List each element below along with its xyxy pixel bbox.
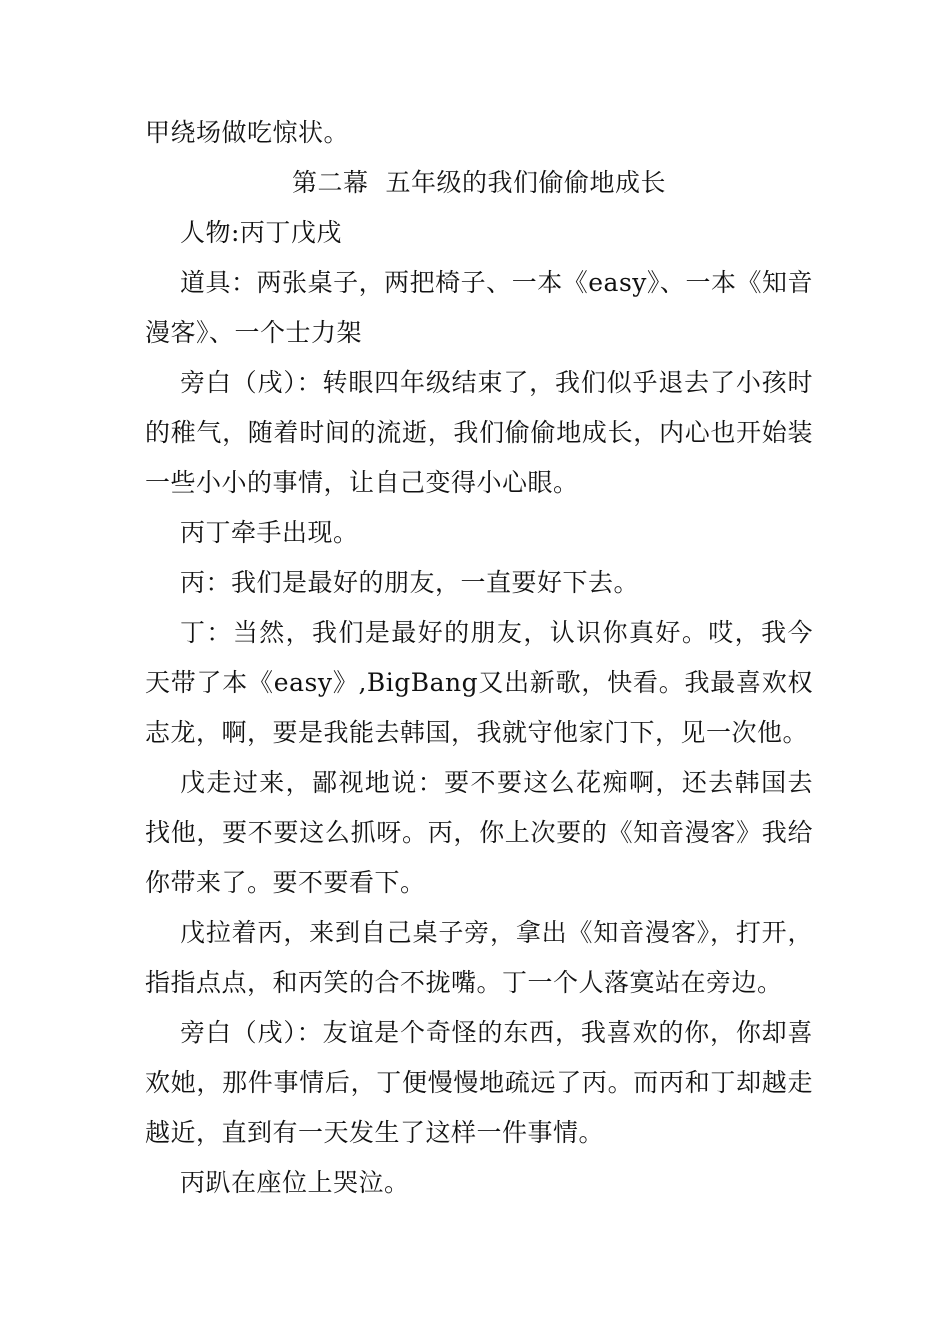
paragraph-dialogue: 丙：我们是最好的朋友，一直要好下去。	[180, 568, 640, 597]
paragraph-dialogue: 丁：当然，我们是最好的朋友，认识你真好。哎，我今天带了本《easy》,BigBang又出新歌，快看。我最喜欢权志龙，啊，要是我能去韩国，我就守他家门下，见一次他。	[145, 618, 813, 747]
document-body	[145, 108, 813, 1208]
paragraph-narration: 旁白（戌）：转眼四年级结束了，我们似乎退去了小孩时的稚气，随着时间的流逝，我们偷偷地成长，内心也开始装一些小小的事情，让自己变得小心眼。	[145, 368, 813, 497]
paragraph-stage-direction: 丙丁牵手出现。	[180, 518, 359, 547]
paragraph-stage-direction: 戊拉着丙，来到自己桌子旁，拿出《知音漫客》，打开，指指点点，和丙笑的合不拢嘴。丁一个人落寞站在旁边。	[145, 918, 813, 997]
paragraph-characters: 人物:丙丁戊戌	[180, 218, 342, 247]
paragraph-narration: 旁白（戌）：友谊是个奇怪的东西，我喜欢的你，你却喜欢她，那件事情后，丁便慢慢地疏远了丙。而丙和丁却越走越近，直到有一天发生了这样一件事情。	[145, 1018, 813, 1147]
paragraph-stage-direction: 丙趴在座位上哭泣。	[180, 1168, 410, 1197]
paragraph-stage-direction: 戊走过来，鄙视地说：要不要这么花痴啊，还去韩国去找他，要不要这么抓呀。丙，你上次要的《知音漫客》我给你带来了。要不要看下。	[145, 768, 813, 897]
act-heading: 第二幕 五年级的我们偷偷地成长	[292, 168, 666, 197]
paragraph-stage-direction: 甲绕场做吃惊状。	[145, 118, 350, 147]
paragraph-props: 道具：两张桌子，两把椅子、一本《easy》、一本《知音漫客》、一个士力架	[145, 268, 813, 347]
